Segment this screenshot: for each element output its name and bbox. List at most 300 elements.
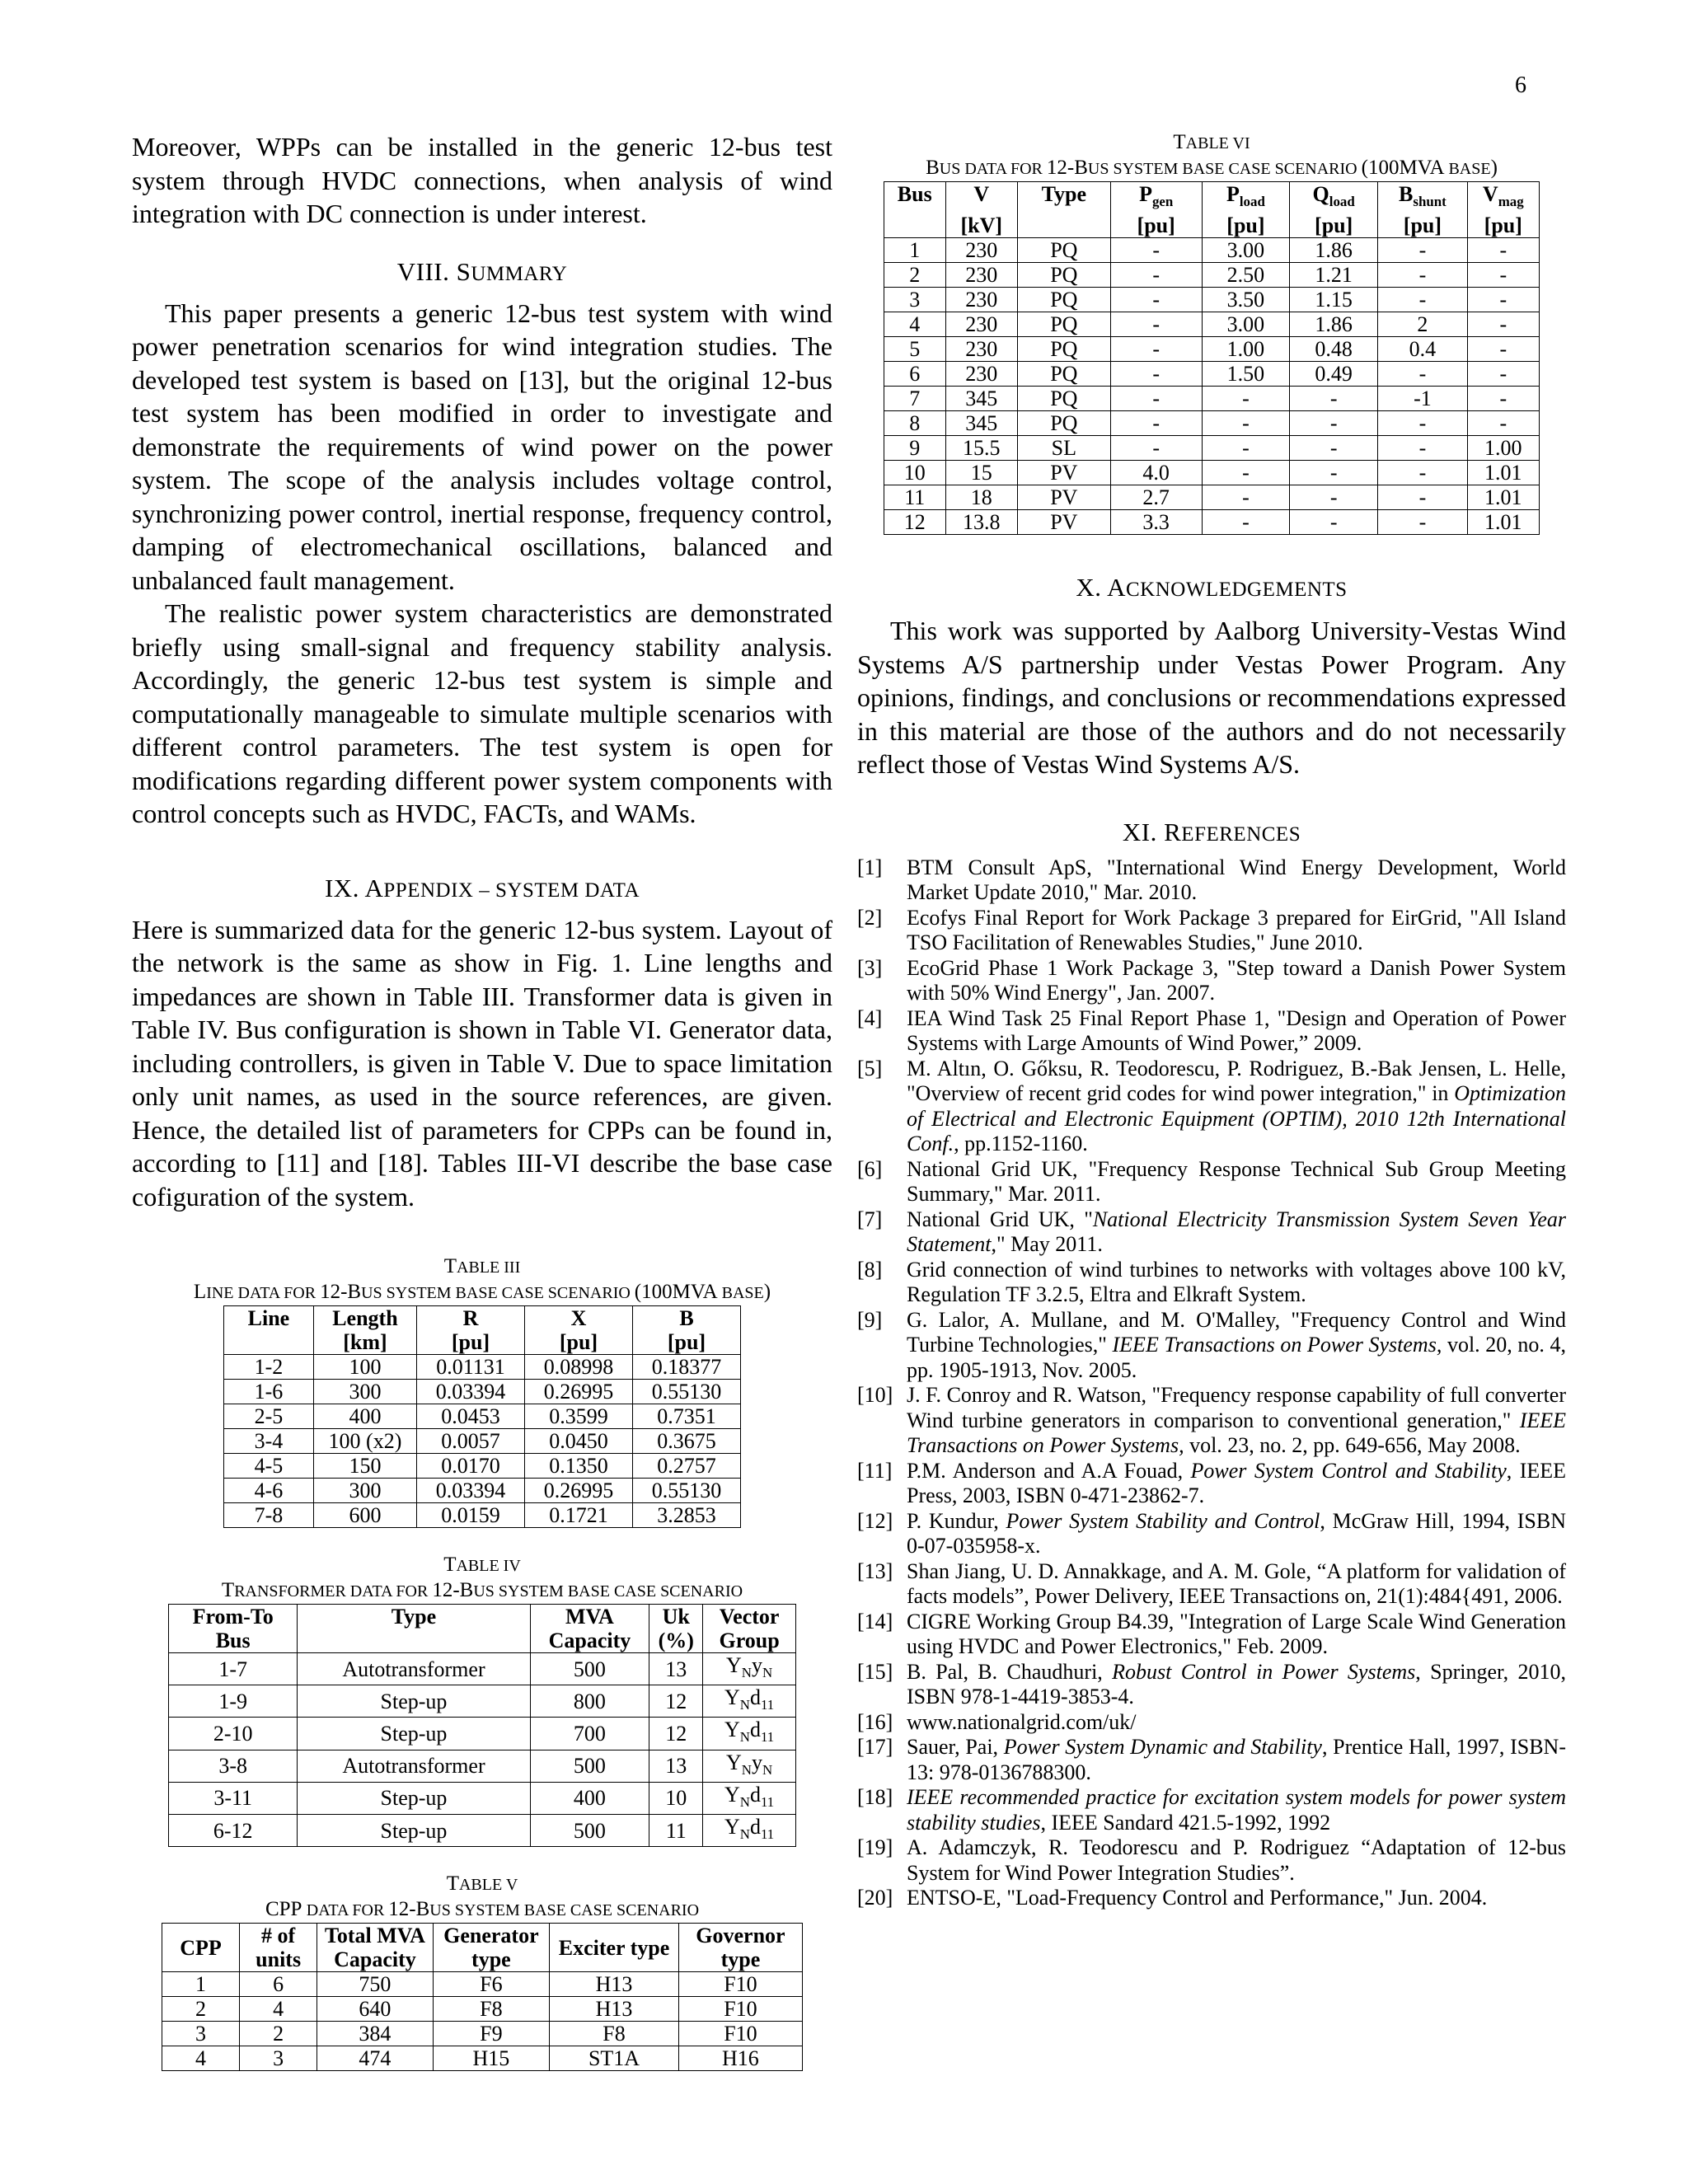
reference-item: [857, 1559, 1566, 1610]
table-cell: -: [1110, 387, 1202, 411]
table6-block: [857, 130, 1566, 535]
table-cell: F10: [678, 2022, 802, 2046]
reference-text-tail: , IEEE Press, 2003, ISBN 0-471-23862-7.: [907, 1458, 1566, 1508]
table-cell: 300: [313, 1479, 416, 1503]
reference-number: [3]: [857, 955, 883, 980]
table6-caption-part: ): [1490, 157, 1498, 179]
appendix-heading: [132, 874, 832, 903]
table6-header: $B_{shunt}$ [pu]: [1378, 182, 1467, 238]
table-cell: 100 (x2): [313, 1429, 416, 1454]
table-cell: -: [1202, 510, 1289, 535]
table-row: [162, 1972, 803, 1997]
table3-caption-part: (100MVA: [634, 1281, 722, 1303]
table4-header-row: [169, 1605, 796, 1653]
table-cell: PV: [1018, 461, 1111, 485]
reference-number: [8]: [857, 1257, 883, 1282]
table-cell: 0.2757: [632, 1454, 740, 1479]
reference-text: CIGRE Working Group B4.39, "Integration of Large Scale Wind Generation using HVDC and Power Electronics," Feb. 2009.: [907, 1609, 1566, 1659]
table5-header: Total MVA Capacity: [317, 1924, 433, 1972]
table-cell: F8: [433, 1997, 550, 2022]
table6-body: [884, 238, 1540, 535]
table-cell: 15.5: [945, 436, 1018, 461]
table-cell: -: [1290, 485, 1378, 510]
table-row: [884, 362, 1540, 387]
table-cell: -: [1110, 288, 1202, 312]
table-cell: 1.01: [1467, 485, 1539, 510]
table3-header: R [pu]: [417, 1306, 525, 1355]
table6-caption-part: (100MVA: [1361, 157, 1449, 179]
table-cell: -: [1202, 461, 1289, 485]
right-column: [857, 130, 1566, 1911]
table-cell: 1: [884, 238, 946, 263]
table-cell: SL: [1018, 436, 1111, 461]
table-row: [224, 1404, 741, 1429]
table6-caption-part: US DATA FOR: [939, 160, 1047, 178]
reference-text-tail: , pp.1152-1160.: [954, 1132, 1088, 1156]
table-cell: Autotransformer: [298, 1750, 530, 1782]
table3-header-row: [224, 1306, 741, 1355]
reference-italic-text: Robust Control in Power Systems: [1112, 1659, 1416, 1684]
appendix-numeral: IX.: [324, 873, 359, 902]
table-cell: 3: [239, 2046, 316, 2071]
table-cell: 1.15: [1290, 288, 1378, 312]
reference-number: [10]: [857, 1383, 893, 1408]
acknowledgements-title-rest: CKNOWLEDGEMENTS: [1125, 579, 1348, 602]
appendix-title-rest: PPENDIX – SYSTEM DATA: [383, 879, 640, 902]
table-cell: 3.00: [1202, 312, 1289, 337]
table6: [884, 181, 1540, 535]
table6-caption-part: 12-B: [1046, 157, 1088, 179]
table-row: [169, 1782, 796, 1814]
table4-header: Vector Group: [703, 1605, 796, 1653]
table-cell: H16: [678, 2046, 802, 2071]
table-cell: 1-2: [224, 1355, 314, 1380]
table-cell: -: [1378, 288, 1467, 312]
reference-number: [5]: [857, 1056, 883, 1080]
references-title-rest: EFERENCES: [1181, 823, 1301, 846]
table-cell: 100: [313, 1355, 416, 1380]
reference-text-tail: , Prentice Hall, 1997, ISBN-13: 978-0136788300.: [907, 1735, 1566, 1784]
reference-text: P.M. Anderson and A.A Fouad,: [907, 1458, 1191, 1483]
reference-text-tail: vol. 20, no. 4, pp. 1905-1913, Nov. 2005.: [907, 1333, 1566, 1382]
table3-label-initial: T: [443, 1255, 457, 1277]
table5-header: Exciter type: [550, 1924, 679, 1972]
table3-label-rest: ABLE III: [457, 1258, 521, 1277]
table-cell: 3.2853: [632, 1503, 740, 1528]
table-cell: 150: [313, 1454, 416, 1479]
reference-item: [857, 1735, 1566, 1785]
reference-number: [17]: [857, 1735, 893, 1760]
acknowledgements-title-initial: A: [1107, 573, 1126, 602]
appendix-paragraph: Here is summarized data for the generic 12-bus system. Layout of the network is the same as show in Fig. 1. Line lengths and impedances are shown in Table III. Transformer data is given in Table IV. Bus configuration is shown in Table VI. Generator data, including controllers, is given in Table V. Due to space limitation only unit names, as used in the source references, are given. Hence, the detailed list of parameters for CPPs can be found in, according to [11] and [18]. Tables III-VI describe the base case cofiguration of the system.: [132, 914, 832, 1212]
table-row: [162, 2022, 803, 2046]
reference-item: [857, 1383, 1566, 1459]
reference-item: [857, 1006, 1566, 1057]
table-cell: -: [1467, 387, 1539, 411]
reference-item: [857, 1886, 1566, 1911]
table-cell: 300: [313, 1380, 416, 1404]
reference-text: ENTSO-E, "Load-Frequency Control and Performance," Jun. 2004.: [907, 1886, 1488, 1910]
table-cell: -: [1467, 263, 1539, 288]
table-cell: 0.4: [1378, 337, 1467, 362]
reference-number: [14]: [857, 1609, 893, 1633]
table-row: [169, 1685, 796, 1718]
table-cell: 3-8: [169, 1750, 298, 1782]
table-cell: 1-7: [169, 1653, 298, 1685]
table6-header: V [kV]: [945, 182, 1018, 238]
table-cell: 474: [317, 2046, 433, 2071]
table-cell: F9: [433, 2022, 550, 2046]
table-cell: -: [1202, 411, 1289, 436]
table4-header: Type: [298, 1605, 530, 1653]
table5-label: [132, 1872, 832, 1897]
table-row: [884, 312, 1540, 337]
table4-header: From-To Bus: [169, 1605, 298, 1653]
table-cell: 0.55130: [632, 1380, 740, 1404]
table6-header: $V_{mag}$ [pu]: [1467, 182, 1539, 238]
table5-header-row: [162, 1924, 803, 1972]
table-cell: 3-11: [169, 1782, 298, 1814]
table-cell: 400: [313, 1404, 416, 1429]
table-row: [169, 1750, 796, 1782]
reference-italic-text: Power System Stability and Control: [1006, 1508, 1320, 1533]
table-cell: 4.0: [1110, 461, 1202, 485]
table-cell: 3: [162, 2022, 240, 2046]
reference-number: [9]: [857, 1307, 883, 1332]
table4-caption-part: T: [221, 1579, 235, 1601]
table-cell: F8: [550, 2022, 679, 2046]
summary-paragraph-2: The realistic power system characteristics are demonstrated briefly using small-signal and frequency stability analysis. Accordingly, the generic 12-bus test system is simple and computationally manageable to simulate multiple scenarios with different control parameters. The test system is open for modifications regarding different power system components with control concepts such as HVDC, FACTs, and WAMs.: [132, 598, 832, 828]
table-row: [884, 436, 1540, 461]
reference-number: [13]: [857, 1558, 893, 1583]
table-cell: 0.26995: [525, 1380, 633, 1404]
table-cell: 0.0453: [417, 1404, 525, 1429]
table-cell: 230: [945, 238, 1018, 263]
table-cell: 1.00: [1202, 337, 1289, 362]
table-cell: 230: [945, 337, 1018, 362]
table-cell: -: [1378, 436, 1467, 461]
reference-item: [857, 1509, 1566, 1559]
table-cell: 6: [884, 362, 946, 387]
table5-caption: [132, 1897, 832, 1923]
table4-header: Uk (%): [649, 1605, 703, 1653]
table-cell: Step-up: [298, 1718, 530, 1750]
reference-text-tail: vol. 23, no. 2, pp. 649-656, May 2008.: [1184, 1433, 1521, 1458]
table-cell: 1.01: [1467, 510, 1539, 535]
table5-header: # of units: [239, 1924, 316, 1972]
table-row: [224, 1380, 741, 1404]
table5-header: Governor type: [678, 1924, 802, 1972]
table3-label: [132, 1254, 832, 1280]
table3-caption-part: L: [193, 1281, 207, 1303]
table5-caption-part: DATA FOR: [306, 1901, 389, 1920]
reference-italic-text: National Electricity Transmission System Seven Year Statement: [907, 1207, 1567, 1257]
table4-label-rest: ABLE IV: [456, 1557, 521, 1575]
table-cell: 2-5: [224, 1404, 314, 1429]
table6-caption-part: B: [926, 157, 940, 179]
reference-text: J. F. Conroy and R. Watson, "Frequency response capability of full converter Wind turbine generators in comparison to conventional generation,": [907, 1383, 1566, 1432]
table6-header-row: [884, 182, 1540, 238]
table-cell: -: [1378, 510, 1467, 535]
reference-italic-text: Power System Dynamic and Stability: [1003, 1735, 1322, 1760]
reference-item: [857, 906, 1566, 956]
reference-number: [4]: [857, 1005, 883, 1030]
table-cell: 6-12: [169, 1814, 298, 1846]
table4: [168, 1604, 796, 1847]
table-cell: 0.1350: [525, 1454, 633, 1479]
vector-group-cell: $Y_Nd_{11}$: [703, 1685, 796, 1718]
table-cell: 4: [239, 1997, 316, 2022]
table4-label-initial: T: [443, 1554, 457, 1576]
reference-text-tail: ," May 2011.: [991, 1232, 1103, 1257]
table-cell: 12: [649, 1718, 703, 1750]
table-row: [884, 288, 1540, 312]
references-heading: [857, 818, 1566, 847]
table-cell: 1.50: [1202, 362, 1289, 387]
table-cell: 1-9: [169, 1685, 298, 1718]
vector-group-cell: $Y_Nd_{11}$: [703, 1718, 796, 1750]
table-cell: -: [1378, 411, 1467, 436]
table-cell: -: [1110, 362, 1202, 387]
table-cell: 0.03394: [417, 1380, 525, 1404]
table-cell: 3.3: [1110, 510, 1202, 535]
reference-text: EcoGrid Phase 1 Work Package 3, "Step toward a Danish Power System with 50% Wind Energy", Jan. 2007.: [907, 955, 1566, 1005]
table-cell: 0.08998: [525, 1355, 633, 1380]
table-cell: 1-6: [224, 1380, 314, 1404]
table5-header: Generator type: [433, 1924, 550, 1972]
vector-group-cell: $Y_Nd_{11}$: [703, 1782, 796, 1814]
table-cell: 230: [945, 312, 1018, 337]
acknowledgements-heading: [857, 573, 1566, 602]
table-cell: 6: [239, 1972, 316, 1997]
table-cell: 8: [884, 411, 946, 436]
table-cell: -: [1290, 411, 1378, 436]
table-cell: 345: [945, 387, 1018, 411]
table-cell: F10: [678, 1997, 802, 2022]
table-row: [224, 1503, 741, 1528]
table-row: [884, 485, 1540, 510]
reference-number: [16]: [857, 1709, 893, 1734]
table6-header: $Q_{load}$ [pu]: [1290, 182, 1378, 238]
table4-block: [132, 1553, 832, 1847]
table-cell: PQ: [1018, 312, 1111, 337]
summary-heading: [132, 257, 832, 287]
table5-label-rest: ABLE V: [458, 1876, 518, 1895]
table-cell: 2: [1378, 312, 1467, 337]
table-cell: 400: [530, 1782, 649, 1814]
table3-caption-part: ): [763, 1281, 771, 1303]
table-cell: 12: [649, 1685, 703, 1718]
table-cell: 4: [162, 2046, 240, 2071]
table-cell: -1: [1378, 387, 1467, 411]
reference-item: [857, 1660, 1566, 1710]
table-row: [224, 1355, 741, 1380]
table-cell: 1.00: [1467, 436, 1539, 461]
table5-block: [132, 1872, 832, 2071]
table-cell: Step-up: [298, 1685, 530, 1718]
reference-item: [857, 1207, 1566, 1258]
reference-item: [857, 1459, 1566, 1509]
table-cell: 0.03394: [417, 1479, 525, 1503]
intro-paragraph: Moreover, WPPs can be installed in the generic 12-bus test system through HVDC connections, when analysis of wind integration with DC connection is under interest.: [132, 132, 832, 228]
table-cell: 0.3675: [632, 1429, 740, 1454]
table-cell: 230: [945, 263, 1018, 288]
table3: [223, 1305, 741, 1528]
table-cell: 13: [649, 1750, 703, 1782]
reference-italic-text: Power System Control and Stability: [1190, 1458, 1507, 1483]
table-row: [884, 411, 1540, 436]
table-cell: 2-10: [169, 1718, 298, 1750]
table6-label: [857, 130, 1566, 156]
table-cell: -: [1467, 288, 1539, 312]
table-row: [224, 1429, 741, 1454]
table-cell: 0.26995: [525, 1479, 633, 1503]
reference-text-tail: , McGraw Hill, 1994, ISBN 0-07-035958-x.: [907, 1508, 1566, 1558]
reference-italic-text: IEEE Transactions on Power Systems,: [1112, 1333, 1442, 1357]
reference-italic-text: IEEE recommended practice for excitation system models for power system stability studies: [907, 1785, 1566, 1835]
table-cell: 5: [884, 337, 946, 362]
table-row: [162, 1997, 803, 2022]
table-cell: H15: [433, 2046, 550, 2071]
reference-list: [857, 855, 1566, 1911]
table-cell: Step-up: [298, 1814, 530, 1846]
table-cell: PQ: [1018, 411, 1111, 436]
reference-item: [857, 1157, 1566, 1207]
table-row: [884, 238, 1540, 263]
table-cell: 10: [884, 461, 946, 485]
table-cell: -: [1290, 387, 1378, 411]
table-cell: -: [1378, 461, 1467, 485]
table4-caption-part: 12-B: [432, 1579, 474, 1601]
table-cell: 10: [649, 1782, 703, 1814]
table-row: [884, 263, 1540, 288]
table-cell: H13: [550, 1997, 679, 2022]
reference-item: [857, 956, 1566, 1006]
table-cell: -: [1202, 485, 1289, 510]
table-cell: -: [1467, 362, 1539, 387]
table-cell: -: [1467, 337, 1539, 362]
table-cell: 500: [530, 1750, 649, 1782]
table-cell: -: [1290, 510, 1378, 535]
table3-header: X [pu]: [525, 1306, 633, 1355]
table-cell: 13.8: [945, 510, 1018, 535]
table3-caption-part: INE DATA FOR: [206, 1284, 321, 1302]
table-cell: -: [1110, 312, 1202, 337]
table-cell: -: [1378, 362, 1467, 387]
table-cell: 0.1721: [525, 1503, 633, 1528]
table-cell: 0.0159: [417, 1503, 525, 1528]
reference-number: [11]: [857, 1458, 893, 1483]
reference-text-tail: , Springer, 2010, ISBN 978-1-4419-3853-4.: [907, 1659, 1567, 1709]
table-cell: 4-5: [224, 1454, 314, 1479]
reference-item: [857, 1610, 1566, 1660]
reference-item: [857, 1057, 1566, 1157]
table-row: [884, 387, 1540, 411]
references-title-initial: R: [1164, 817, 1182, 846]
table-cell: ST1A: [550, 2046, 679, 2071]
table-cell: -: [1467, 312, 1539, 337]
table-cell: 4-6: [224, 1479, 314, 1503]
reference-item: [857, 1308, 1566, 1384]
table3-header: Length [km]: [313, 1306, 416, 1355]
table5-caption-part: 12-B: [388, 1898, 430, 1921]
reference-italic-text: IEEE Transactions on Power Systems,: [907, 1408, 1566, 1458]
reference-italic-text: Optimization of Electrical and Electronic Equipment (OPTIM), 2010 12th International Conf.: [907, 1081, 1566, 1156]
reference-text: National Grid UK, ": [907, 1207, 1093, 1231]
table-cell: -: [1110, 411, 1202, 436]
table-cell: -: [1378, 238, 1467, 263]
table-cell: 500: [530, 1814, 649, 1846]
table-cell: 2: [239, 2022, 316, 2046]
table-cell: 800: [530, 1685, 649, 1718]
table3-caption: [132, 1280, 832, 1305]
table-cell: 11: [649, 1814, 703, 1846]
table-cell: PV: [1018, 510, 1111, 535]
reference-number: [2]: [857, 905, 883, 930]
reference-text: Ecofys Final Report for Work Package 3 prepared for EirGrid, "All Island TSO Facilitation of Renewables Studies," June 2010.: [907, 905, 1566, 955]
table5-caption-part: US SYSTEM BASE CASE SCENARIO: [429, 1901, 700, 1920]
table5-label-initial: T: [446, 1872, 459, 1896]
table5-caption-part: CPP: [265, 1898, 307, 1921]
vector-group-cell: $Y_Nd_{11}$: [703, 1814, 796, 1846]
table-cell: -: [1202, 387, 1289, 411]
table-cell: 345: [945, 411, 1018, 436]
table4-caption-part: US SYSTEM BASE CASE SCENARIO: [473, 1582, 743, 1601]
table-cell: 4: [884, 312, 946, 337]
table6-caption-part: US SYSTEM BASE CASE SCENARIO: [1087, 160, 1362, 178]
table-cell: PQ: [1018, 238, 1111, 263]
table-cell: -: [1467, 238, 1539, 263]
table-cell: 750: [317, 1972, 433, 1997]
table-cell: 0.0057: [417, 1429, 525, 1454]
table3-header: Line: [224, 1306, 314, 1355]
vector-group-cell: $Y_Ny_N$: [703, 1750, 796, 1782]
reference-item: [857, 1710, 1566, 1736]
table-cell: 13: [649, 1653, 703, 1685]
table5: [162, 1923, 803, 2071]
table-cell: 15: [945, 461, 1018, 485]
table-cell: 640: [317, 1997, 433, 2022]
table-cell: -: [1467, 411, 1539, 436]
table-cell: 0.7351: [632, 1404, 740, 1429]
table-cell: 7: [884, 387, 946, 411]
table-cell: 0.18377: [632, 1355, 740, 1380]
table-cell: 1.21: [1290, 263, 1378, 288]
reference-text: Grid connection of wind turbines to networks with voltages above 100 kV, Regulation TF 3.2.5, Eltra and Elkraft System.: [907, 1257, 1566, 1307]
table-row: [169, 1718, 796, 1750]
table-cell: 2.7: [1110, 485, 1202, 510]
reference-number: [1]: [857, 855, 883, 879]
reference-text: BTM Consult ApS, "International Wind Energy Development, World Market Update 2010," Mar. 2010.: [907, 855, 1566, 905]
table-cell: 0.48: [1290, 337, 1378, 362]
appendix-title-initial: A: [364, 873, 384, 902]
table6-caption: [857, 156, 1566, 181]
table4-label: [132, 1553, 832, 1578]
reference-number: [18]: [857, 1785, 893, 1810]
table-cell: PQ: [1018, 337, 1111, 362]
table6-header: Type: [1018, 182, 1111, 238]
summary-title-rest: UMMARY: [471, 262, 568, 285]
table-cell: 3.50: [1202, 288, 1289, 312]
references-numeral: XI.: [1122, 817, 1157, 846]
table-cell: -: [1202, 436, 1289, 461]
table-row: [169, 1653, 796, 1685]
table5-header: CPP: [162, 1924, 240, 1972]
table-row: [224, 1479, 741, 1503]
table6-header: $P_{load}$ [pu]: [1202, 182, 1289, 238]
table-cell: 9: [884, 436, 946, 461]
table-row: [884, 461, 1540, 485]
